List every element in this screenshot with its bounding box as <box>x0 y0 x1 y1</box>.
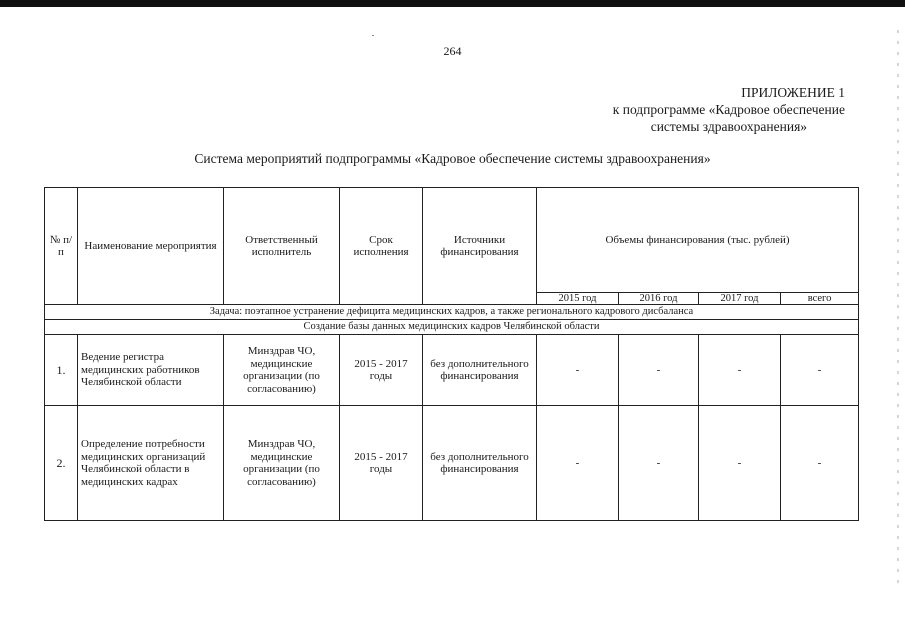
header-executor: Ответственный исполнитель <box>224 188 340 305</box>
row-name: Определение потребности медицинских организаций Челябинской области в медицинских кадрах <box>78 406 224 521</box>
row-executor: Минздрав ЧО, медицинские организации (по согласованию) <box>224 335 340 406</box>
scan-right-edge <box>897 30 899 590</box>
document-title: Система мероприятий подпрограммы «Кадровое обеспечение системы здравоохранения» <box>194 151 711 166</box>
year-2016: 2016 год <box>619 293 699 305</box>
header-volumes: Объемы финансирования (тыс. рублей) <box>537 188 859 293</box>
page-number: 264 <box>443 44 462 58</box>
year-2017: 2017 год <box>699 293 781 305</box>
year-2015: 2015 год <box>537 293 619 305</box>
row-total: - <box>781 406 859 521</box>
measures-table <box>44 187 859 521</box>
row-v2015: - <box>537 335 619 406</box>
row-executor: Минздрав ЧО, медицинские организации (по согласованию) <box>224 406 340 521</box>
table-row <box>45 406 859 521</box>
table-row <box>45 335 859 406</box>
row-v2017: - <box>699 406 781 521</box>
row-num: 2. <box>45 406 78 521</box>
row-v2015: - <box>537 406 619 521</box>
task-text: Задача: поэтапное устранение дефицита медицинских кадров, а также регионального кадрового дисбаланса <box>45 305 859 320</box>
scan-speck <box>372 35 374 36</box>
task-row <box>45 305 859 320</box>
row-source: без дополнительного финансирования <box>423 335 537 406</box>
header-name: Наименование мероприятия <box>78 188 224 305</box>
year-total: всего <box>781 293 859 305</box>
header-sources: Источники финансирования <box>423 188 537 305</box>
scan-top-border <box>0 0 905 7</box>
row-term: 2015 - 2017 годы <box>340 406 423 521</box>
row-v2016: - <box>619 335 699 406</box>
appendix-block <box>613 84 845 135</box>
row-source: без дополнительного финансирования <box>423 406 537 521</box>
row-name: Ведение регистра медицинских работников Челябинской области <box>78 335 224 406</box>
row-v2016: - <box>619 406 699 521</box>
header-term: Срок исполнения <box>340 188 423 305</box>
row-term: 2015 - 2017 годы <box>340 335 423 406</box>
table-header-row <box>45 188 859 293</box>
section-row <box>45 320 859 335</box>
section-text: Создание базы данных медицинских кадров Челябинской области <box>45 320 859 335</box>
appendix-line-2: системы здравоохранения» <box>650 119 808 134</box>
row-num: 1. <box>45 335 78 406</box>
appendix-line-1: к подпрограмме «Кадровое обеспечение <box>612 102 845 117</box>
row-v2017: - <box>699 335 781 406</box>
appendix-title: ПРИЛОЖЕНИЕ 1 <box>741 85 845 100</box>
header-num: № п/п <box>45 188 78 305</box>
row-total: - <box>781 335 859 406</box>
